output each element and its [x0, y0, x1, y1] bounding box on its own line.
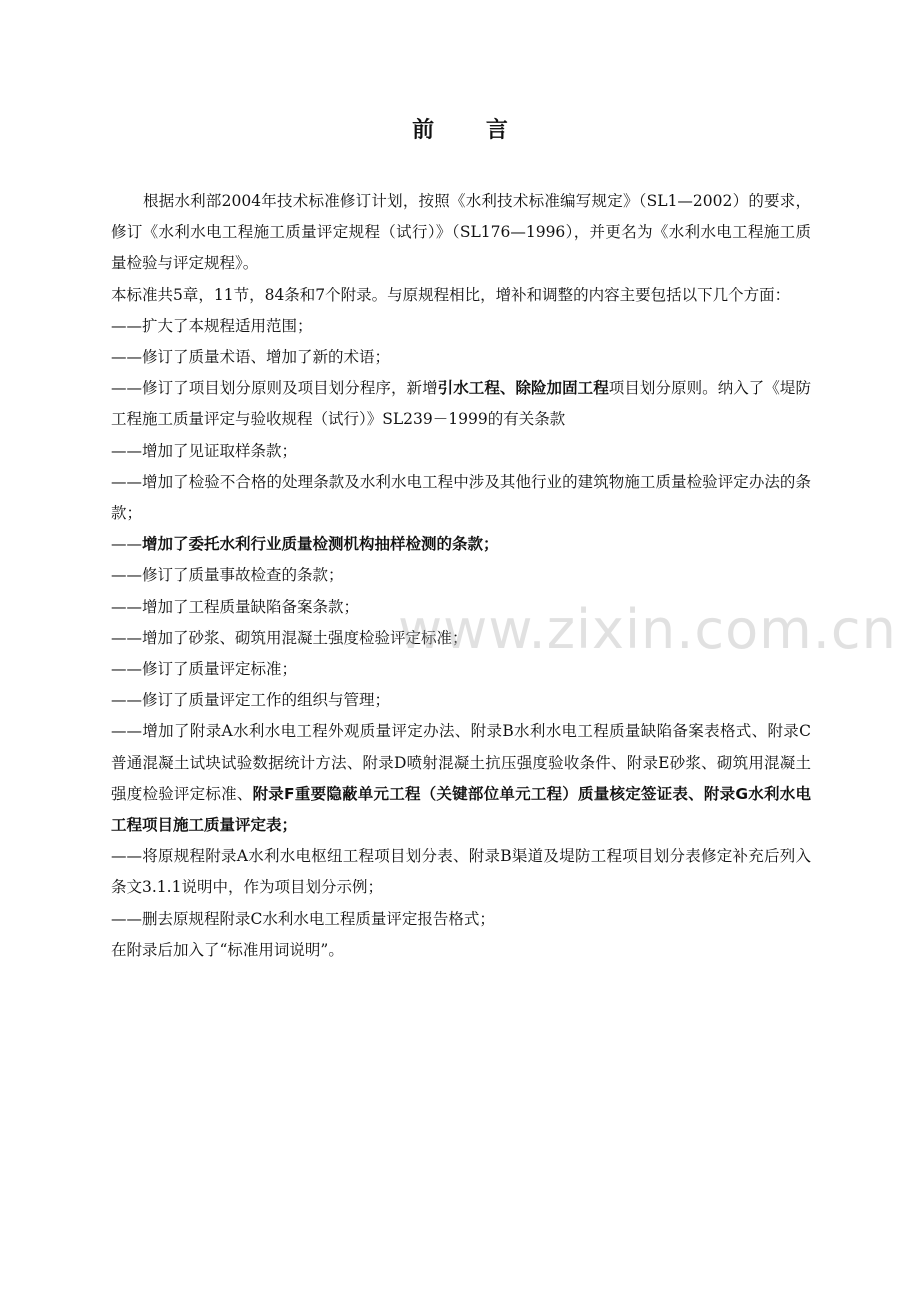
paragraph: [111, 841, 811, 903]
text-segment: ——增加了检验不合格的处理条款及水利水电工程中涉及其他行业的建筑物施工质量检验评定办法的条款；: [111, 472, 811, 523]
text-segment: ——增加了工程质量缺陷备案条款；: [111, 597, 360, 616]
watermark: www.zixin.com.cn: [398, 598, 897, 661]
bold-text-segment: 引水工程、除险加固工程: [437, 379, 609, 398]
paragraph: [111, 560, 811, 591]
text-segment: ——修订了项目划分原则及项目划分程序，新增: [111, 379, 438, 398]
text-segment: ——增加了砂浆、砌筑用混凝土强度检验评定标准；: [111, 628, 468, 647]
paragraph: [111, 935, 811, 966]
paragraph: [111, 311, 811, 342]
text-segment: 本标准共5章，11节，84条和7个附录。与原规程相比，增补和调整的内容主要包括以下几个方面：: [111, 285, 791, 304]
bold-text-segment: 增加了委托水利行业质量检测机构抽样检测的条款；: [142, 535, 499, 554]
text-segment: 项目划分原则。纳入了《堤防工程施工质量评定与验收规程（试行）》SL239－1999的有关条款: [111, 379, 811, 429]
text-segment: ——增加了附录A水利水电工程外观质量评定办法、附录B水利水电工程质量缺陷备案表格式、附录C普通混凝土试块试验数据统计方法、附录D喷射混凝土抗压强度验收条件、附录E砂浆、砌筑用混凝土强度检验评定标准、: [111, 722, 811, 803]
paragraph: [111, 280, 811, 311]
bold-text-segment: 附录F重要隐蔽单元工程（关键部位单元工程）质量核定签证表、附录G水利水电工程项目施工质量评定表；: [111, 784, 811, 835]
text-segment: ——增加了见证取样条款；: [111, 441, 298, 460]
preface-body: [111, 186, 811, 966]
text-segment: ——修订了质量评定工作的组织与管理；: [111, 691, 391, 710]
text-segment: 在附录后加入了“标准用词说明”。: [111, 940, 344, 959]
paragraph: [111, 436, 811, 467]
page-title: 前 言: [412, 118, 530, 143]
paragraph: [111, 342, 811, 373]
text-segment: ——: [111, 535, 142, 554]
paragraph: [111, 373, 811, 435]
paragraph: [111, 467, 811, 529]
text-segment: ——将原规程附录A水利水电枢纽工程项目划分表、附录B渠道及堤防工程项目划分表修定补充后列入条文3.1.1说明中，作为项目划分示例；: [111, 847, 811, 897]
text-segment: ——修订了质量术语、增加了新的术语；: [111, 348, 391, 367]
text-segment: ——修订了质量评定标准；: [111, 660, 298, 679]
paragraph: [111, 186, 811, 280]
paragraph: [111, 529, 811, 560]
text-segment: 根据水利部2004年技术标准修订计划，按照《水利技术标准编写规定》（SL1—2002）的要求，修订《水利水电工程施工质量评定规程（试行）》（SL176—1996），并更名为《水利水电工程施工质量检验与评定规程》。: [111, 192, 811, 273]
text-segment: ——删去原规程附录C水利水电工程质量评定报告格式；: [111, 909, 495, 928]
paragraph: [111, 716, 811, 841]
paragraph: [111, 904, 811, 935]
text-segment: ——修订了质量事故检查的条款；: [111, 566, 344, 585]
text-segment: ——扩大了本规程适用范围；: [111, 316, 313, 335]
paragraph: [111, 685, 811, 716]
